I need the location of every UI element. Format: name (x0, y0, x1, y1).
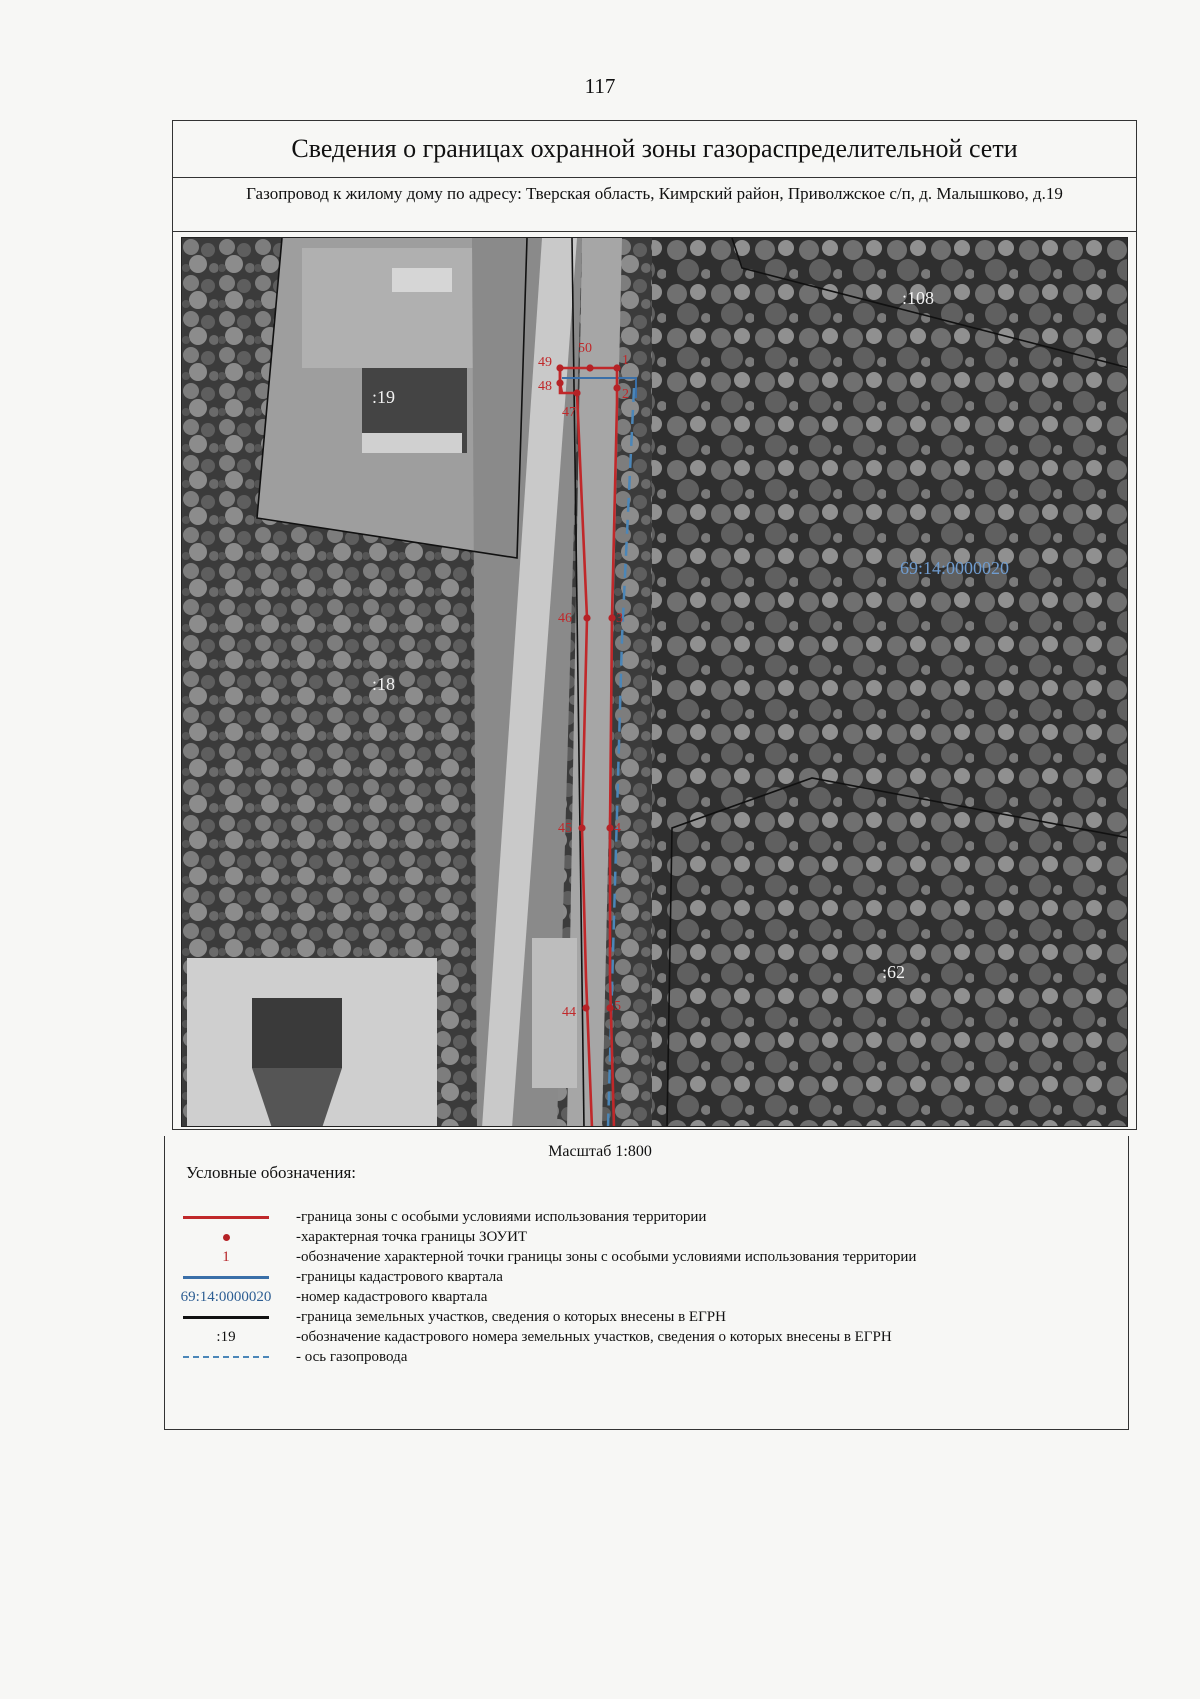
legend-row-cadastral-quarter (176, 1267, 1116, 1287)
point-label-46: 46 (558, 611, 572, 626)
parcel-label-18: :18 (372, 674, 396, 694)
legend-row-quarter-number (176, 1287, 1116, 1307)
aerial-map[interactable] (181, 237, 1128, 1127)
legend-symbol-red-number: 1 (222, 1248, 230, 1265)
legend-title: Условные обозначения: (186, 1163, 357, 1182)
legend-text: -номер кадастрового квартала (296, 1289, 488, 1305)
legend-row-gas-axis (176, 1347, 1116, 1367)
parcel-label-19: :19 (372, 387, 396, 407)
parcel-label-62: :62 (882, 962, 906, 982)
legend-symbol-blue-line (176, 1267, 276, 1287)
point-label-47: 47 (562, 405, 576, 420)
point-label-2: 2 (622, 387, 629, 402)
legend-text: -границы кадастрового квартала (296, 1269, 503, 1285)
cadastral-quarter-label: 69:14:0000020 (900, 558, 1010, 578)
legend-text: - ось газопровода (296, 1349, 408, 1365)
legend-text: -обозначение кадастрового номера земельных участков, сведения о которых внесены в ЕГРН (296, 1329, 892, 1345)
legend-symbol-black-line (176, 1307, 276, 1327)
point-label-45: 45 (558, 821, 572, 836)
legend-row-parcel-number (176, 1327, 1116, 1347)
point-label-49: 49 (538, 355, 552, 370)
legend-text: -обозначение характерной точки границы зоны с особыми условиями использования территории (296, 1249, 917, 1265)
legend-symbol-blue-number: 69:14:0000020 (180, 1288, 272, 1305)
point-label-1: 1 (622, 353, 629, 368)
point-label-44: 44 (562, 1005, 576, 1020)
point-label-3: 3 (616, 611, 623, 626)
map-scale: Масштаб 1:800 (548, 1143, 652, 1160)
point-label-4: 4 (614, 821, 621, 836)
legend-symbol-red-line (176, 1207, 276, 1227)
point-label-48: 48 (538, 379, 552, 394)
legend-row-point-label (176, 1247, 1116, 1267)
legend-symbol-red-dot (176, 1227, 276, 1247)
point-label-50: 50 (578, 341, 592, 356)
sheet-title: Сведения о границах охранной зоны газораспределительной сети (173, 121, 1136, 178)
legend-text: -граница зоны с особыми условиями использования территории (296, 1209, 707, 1225)
map-sheet-frame (172, 120, 1137, 1130)
legend-text: -граница земельных участков, сведения о которых внесены в ЕГРН (296, 1309, 726, 1325)
legend-symbol-blue-dash (176, 1347, 276, 1367)
legend-row-parcel-boundary (176, 1307, 1116, 1327)
legend-text: -характерная точка границы ЗОУИТ (296, 1229, 528, 1245)
sheet-subtitle: Газопровод к жилому дому по адресу: Тверская область, Кимрский район, Приволжское с/п, д. Малышково, д.19 (173, 178, 1136, 232)
parcel-label-108: :108 (902, 288, 935, 308)
legend-symbol-black-number: :19 (216, 1328, 236, 1345)
point-label-5: 5 (614, 999, 621, 1014)
page-number: 117 (584, 74, 616, 98)
legend-row-zone-boundary (176, 1207, 1116, 1227)
legend-row-characteristic-point (176, 1227, 1116, 1247)
